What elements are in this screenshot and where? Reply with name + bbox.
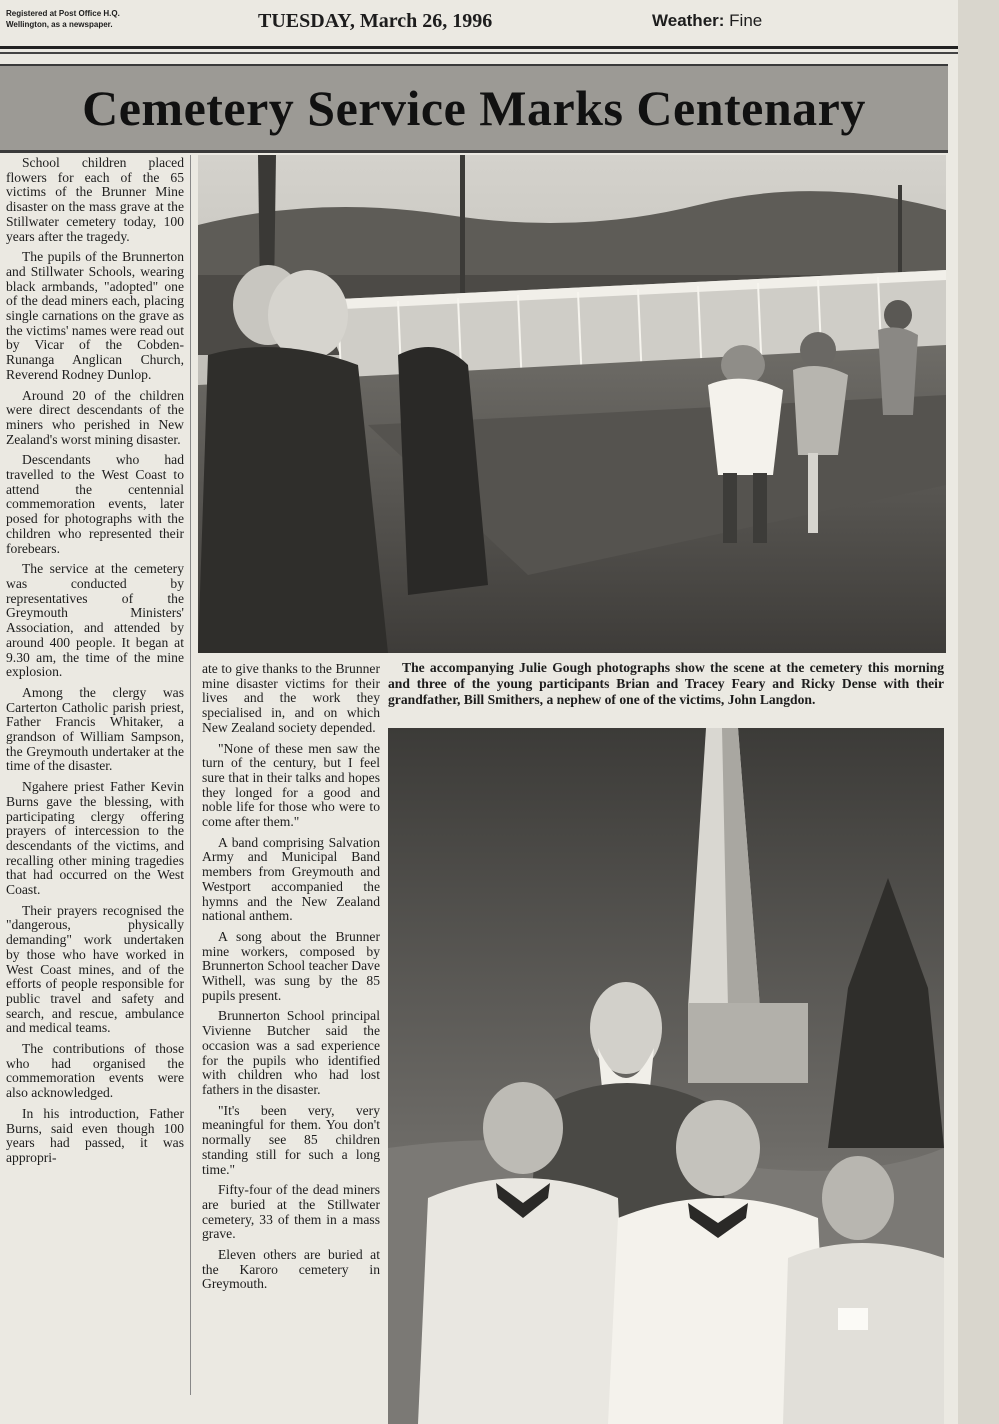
paragraph: Eleven others are buried at the Karoro cemetery in Greymouth. <box>202 1247 380 1292</box>
masthead <box>0 0 960 46</box>
weather-value: Fine <box>729 11 763 30</box>
article-column-2 <box>202 662 380 1298</box>
paragraph: Fifty-four of the dead miners are buried at the Stillwater cemetery, 33 of them in a mass grave. <box>202 1182 380 1242</box>
participants-image <box>388 728 944 1424</box>
paragraph: Descendants who had travelled to the West Coast to attend the centennial commemoration events, later posed for photographs with the children who represented their forebears. <box>6 452 184 556</box>
cemetery-scene-image <box>198 155 946 653</box>
paragraph: "It's been very, very meaningful for them. You don't normally see 85 children standing still for such a long time." <box>202 1102 380 1177</box>
registration-line-2: Wellington, as a newspaper. <box>6 20 113 29</box>
paragraph: Brunnerton School principal Vivienne Butcher said the occasion was a sad experience for the pupils who identified with children who had lost fathers in the disaster. <box>202 1008 380 1097</box>
paragraph: The service at the cemetery was conducted by representatives of the Greymouth Ministers' Association, and attended by around 400 people. It began at 9.30 am, the time of the mine explosion. <box>6 561 184 680</box>
paragraph: Among the clergy was Carterton Catholic parish priest, Father Francis Whitaker, a grandson of William Sampson, the Greymouth undertaker at the time of the disaster. <box>6 684 184 774</box>
paragraph: "None of these men saw the turn of the century, but I feel sure that in their talks and hopes they longed for a good and noble life for those who were to come after them." <box>202 740 380 830</box>
photo-caption: The accompanying Julie Gough photographs show the scene at the cemetery this morning and three of the young participants Brian and Tracey Feary and Ricky Dense with their grandfather, Bill Smithers, a nephew of one of the victims, John Langdon. <box>388 660 944 707</box>
paragraph: Ngahere priest Father Kevin Burns gave the blessing, with participating clergy offering prayers of intercession to the descendants of the victims, and recalling other mining tragedies that had occurred on the West Coast. <box>6 779 184 898</box>
weather-label: Weather: <box>652 11 725 30</box>
registration-notice <box>6 8 166 30</box>
masthead-rule-secondary <box>0 52 958 54</box>
article-column-1 <box>6 156 184 1172</box>
cemetery-scene-photo <box>198 155 946 653</box>
paragraph: Around 20 of the children were direct descendants of the miners who perished in New Zealand's worst mining disaster. <box>6 387 184 447</box>
paragraph: A band comprising Salvation Army and Municipal Band members from Greymouth and Westport accompanied the hymns and the New Zealand national anthem. <box>202 834 380 924</box>
masthead-rule <box>0 46 958 49</box>
paragraph: School children placed flowers for each of the 65 victims of the Brunner Mine disaster on the mass grave at the Stillwater cemetery today, 100 years after the tragedy. <box>6 155 184 244</box>
paragraph: A song about the Brunner mine workers, composed by Brunnerton School teacher Dave Withell, was sung by the 85 pupils present. <box>202 928 380 1003</box>
page-edge <box>958 0 999 1424</box>
paragraph: In his introduction, Father Burns, said even though 100 years had passed, it was appropri- <box>6 1105 184 1165</box>
headline-banner <box>0 64 948 153</box>
column-divider <box>190 155 191 1395</box>
issue-date: TUESDAY, March 26, 1996 <box>258 10 493 32</box>
paragraph: Their prayers recognised the "dangerous, physically demanding" work undertaken by those who have worked in West Coast mines, and of the efforts of people responsible for public travel and safety and search, and rescue, ambulance and medical teams. <box>6 902 184 1036</box>
registration-line-1: Registered at Post Office H.Q. <box>6 9 120 18</box>
headline: Cemetery Service Marks Centenary <box>82 80 866 136</box>
paragraph: The contributions of those who had organised the commemoration events were also acknowledged. <box>6 1041 184 1101</box>
paragraph: ate to give thanks to the Brunner mine disaster victims for their lives and the work they specialised in, and on which New Zealand society depended. <box>202 661 380 735</box>
paragraph: The pupils of the Brunnerton and Stillwater Schools, wearing black armbands, "adopted" one of the dead miners each, placing single carnations on the grave as the victims' names were read out by Vicar of the Cobden-Runanga Anglican Church, Reverend Rodney Dunlop. <box>6 249 184 382</box>
participants-photo <box>388 728 944 1424</box>
weather <box>652 11 762 31</box>
